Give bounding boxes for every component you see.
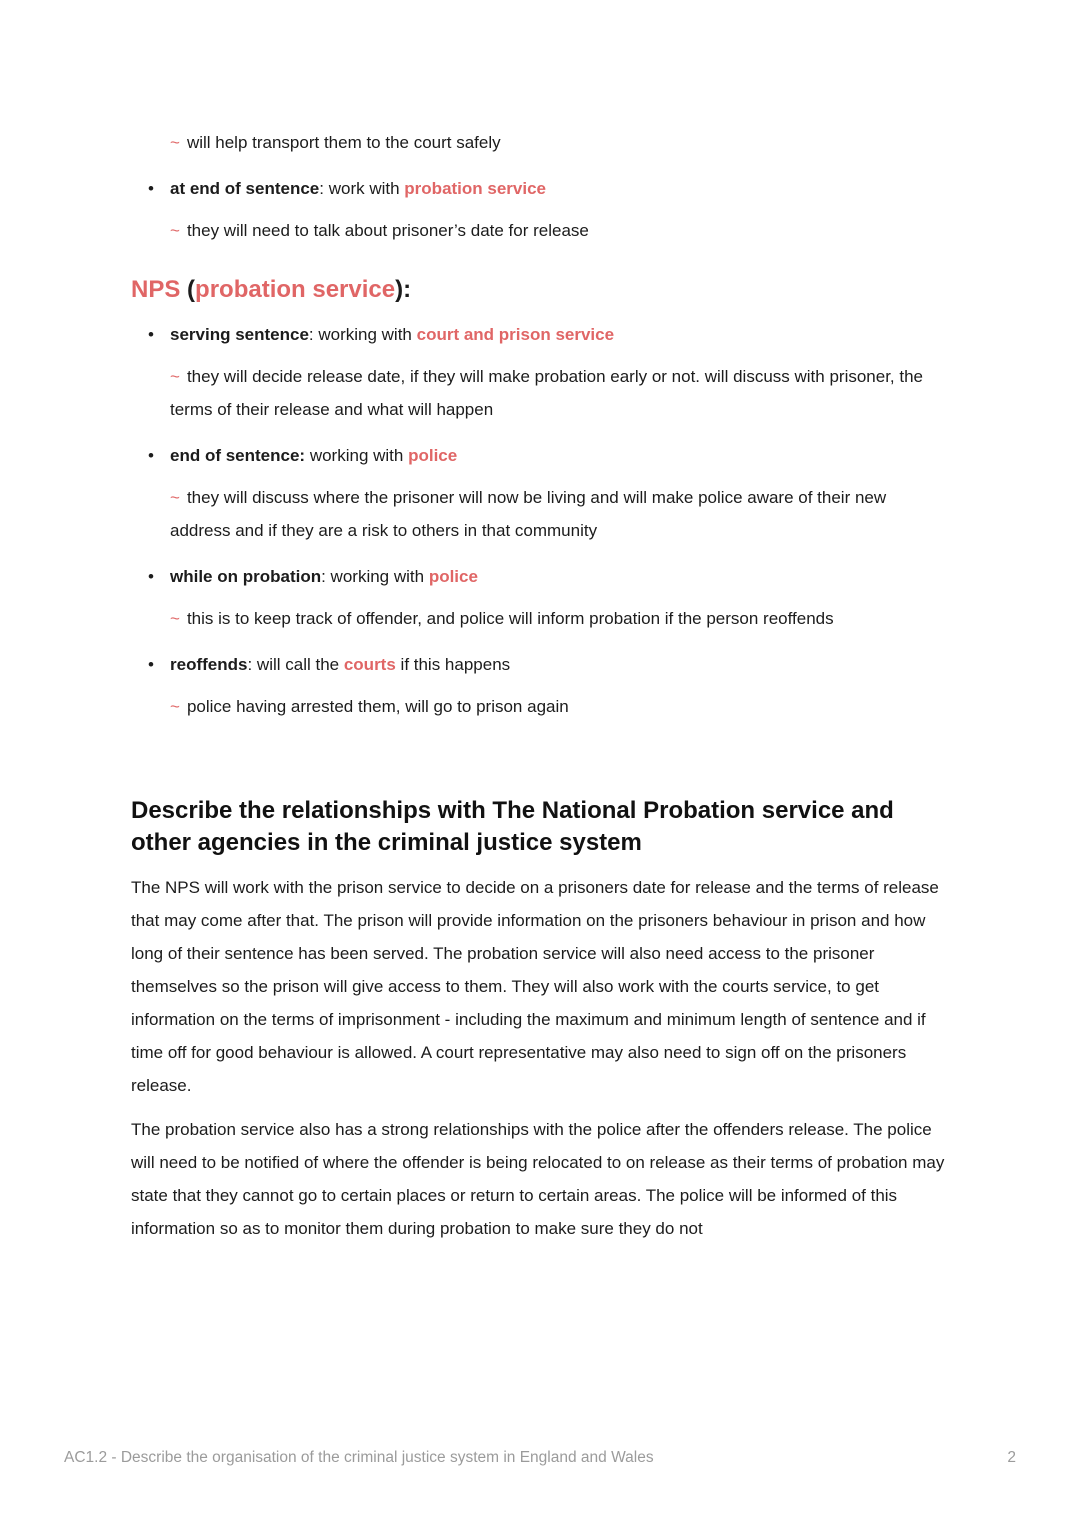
sub-bullet-text: police having arrested them, will go to prison again [186, 697, 569, 716]
bullet-term: serving sentence [170, 325, 309, 344]
tilde-marker: ~ [170, 133, 180, 152]
page-footer [64, 1448, 1016, 1468]
bullet-term: end of sentence: [170, 446, 306, 465]
bullet-icon: • [148, 446, 154, 465]
bullet-term: while on probation [170, 567, 322, 586]
sub-bullet-text: this is to keep track of offender, and police will inform probation if the person reoffends [186, 609, 834, 628]
paragraph: The NPS will work with the prison service to decide on a prisoners date for release and the terms of release that may come after that. The prison will provide information on the prisoners behaviour in prison and how long of their sentence has been served. The probation service will also need access to the prisoner themselves so the prison will give access to them. They will also work with the courts service, to get information on the terms of imprisonment - including the maximum and minimum length of sentence and if time off for good behaviour is allowed. A court representative may also need to sign off on the prisoners release. [131, 878, 939, 1095]
sub-bullet [170, 602, 949, 635]
bullet-accent-text: police [408, 446, 458, 465]
page-number: 2 [1007, 1449, 1016, 1466]
tilde-marker: ~ [170, 697, 180, 716]
tilde-marker: ~ [170, 488, 180, 507]
bullet-accent-text: court and prison service [416, 325, 615, 344]
heading-accent-text: probation service [195, 276, 396, 303]
bullet-icon: • [148, 179, 154, 198]
heading-accent-text: NPS [131, 276, 181, 303]
heading-plain-text: ( [180, 276, 196, 303]
bullet-mid-text: : working with [308, 325, 417, 344]
sub-bullet-text: will help transport them to the court safely [186, 133, 501, 152]
bullet-mid-text: : working with [321, 567, 429, 586]
bullet-tail-text: if this happens [395, 655, 511, 674]
heading-plain-text: ): [395, 276, 412, 303]
sub-bullet-text: they will need to talk about prisoner’s date for release [186, 221, 589, 240]
section-heading-nps [131, 274, 949, 305]
list-item [131, 560, 949, 593]
footer-title: AC1.2 - Describe the organisation of the criminal justice system in England and Wales [64, 1449, 654, 1466]
list-item [131, 648, 949, 681]
bullet-term: reoffends [170, 655, 248, 674]
bullet-mid-text: : work with [319, 179, 405, 198]
sub-bullet [170, 126, 949, 159]
bullet-mid-text: working with [305, 446, 409, 465]
sub-bullet-text: they will decide release date, if they will make probation early or not. will discuss with prisoner, the terms of their release and what will happen [170, 367, 924, 419]
paragraph: The probation service also has a strong relationships with the police after the offenders release. The police will need to be notified of where the offender is being relocated to on release as their terms of probation may state that they cannot go to certain places or return to certain areas. The police will be informed of this information so as to monitor them during probation to make sure they do not [131, 1120, 945, 1238]
sub-bullet-text: they will discuss where the prisoner will now be living and will make police aware of their new address and if they are a risk to others in that community [170, 488, 887, 540]
bullet-accent-text: courts [343, 655, 396, 674]
list-item [131, 318, 949, 351]
tilde-marker: ~ [170, 609, 180, 628]
section-heading-relationships: Describe the relationships with The National Probation service and other agencies in the criminal justice system [131, 797, 894, 856]
sub-bullet [170, 690, 949, 723]
bullet-mid-text: : will call the [247, 655, 344, 674]
document-content [131, 126, 949, 1256]
bullet-accent-text: probation service [404, 179, 547, 198]
bullet-term: at end of sentence [170, 179, 320, 198]
sub-bullet [170, 214, 949, 247]
bullet-icon: • [148, 325, 154, 344]
bullet-icon: • [148, 567, 154, 586]
sub-bullet [170, 360, 949, 426]
bullet-accent-text: police [428, 567, 478, 586]
list-item [131, 172, 949, 205]
tilde-marker: ~ [170, 221, 180, 240]
sub-bullet [170, 481, 949, 547]
list-item [131, 439, 949, 472]
bullet-icon: • [148, 655, 154, 674]
tilde-marker: ~ [170, 367, 180, 386]
